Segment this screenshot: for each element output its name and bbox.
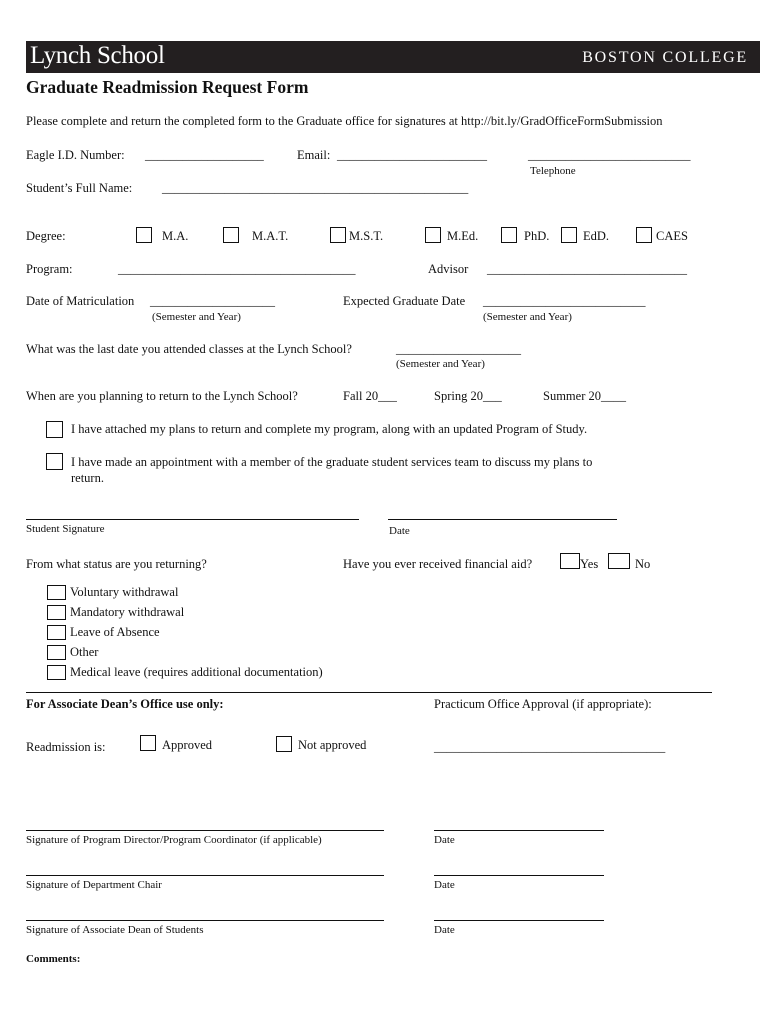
financial-aid-question: Have you ever received financial aid?: [343, 557, 533, 571]
telephone-field[interactable]: __________________________: [528, 148, 691, 162]
email-label: Email:: [297, 148, 331, 162]
financial-aid-no-label: No: [635, 557, 651, 571]
status-other-label: Other: [70, 645, 99, 659]
status-voluntary-label: Voluntary withdrawal: [70, 585, 179, 599]
approved-checkbox[interactable]: [140, 735, 156, 751]
last-attended-field[interactable]: ____________________: [396, 342, 521, 356]
program-director-date-label: Date: [434, 834, 455, 846]
degree-phd-checkbox[interactable]: [501, 227, 517, 243]
student-date-label: Date: [389, 525, 410, 537]
comments-label: Comments:: [26, 953, 81, 965]
status-leave-checkbox[interactable]: [47, 625, 66, 640]
status-question: From what status are you returning?: [26, 557, 207, 571]
status-medical-checkbox[interactable]: [47, 665, 66, 680]
full-name-field[interactable]: _________________________________________________: [162, 181, 469, 195]
degree-caes-checkbox[interactable]: [636, 227, 652, 243]
department-chair-signature-line[interactable]: [26, 875, 384, 876]
practicum-heading: Practicum Office Approval (if appropriate):: [434, 697, 652, 711]
appointment-checkbox[interactable]: [46, 453, 63, 470]
matriculation-field[interactable]: ____________________: [150, 294, 275, 308]
status-mandatory-label: Mandatory withdrawal: [70, 605, 185, 619]
return-question: When are you planning to return to the Lynch School?: [26, 389, 298, 403]
not-approved-label: Not approved: [298, 738, 367, 752]
degree-edd-label: EdD.: [583, 229, 610, 243]
telephone-label: Telephone: [530, 165, 576, 177]
readmission-label: Readmission is:: [26, 740, 106, 754]
approved-label: Approved: [162, 738, 212, 752]
degree-label: Degree:: [26, 229, 66, 243]
department-chair-signature-label: Signature of Department Chair: [26, 879, 162, 891]
eagle-id-label: Eagle I.D. Number:: [26, 148, 125, 162]
program-director-signature-line[interactable]: [26, 830, 384, 831]
return-spring-field[interactable]: Spring 20___: [434, 389, 502, 403]
not-approved-checkbox[interactable]: [276, 736, 292, 752]
student-date-line[interactable]: [388, 519, 617, 520]
full-name-label: Student’s Full Name:: [26, 181, 133, 195]
degree-ma-checkbox[interactable]: [136, 227, 152, 243]
degree-edd-checkbox[interactable]: [561, 227, 577, 243]
expected-grad-label: Expected Graduate Date: [343, 294, 466, 308]
expected-grad-hint: (Semester and Year): [483, 311, 572, 323]
form-title: Graduate Readmission Request Form: [26, 77, 309, 97]
degree-caes-label: CAES: [656, 229, 688, 243]
advisor-label: Advisor: [428, 262, 469, 276]
degree-ma-label: M.A.: [162, 229, 189, 243]
associate-dean-signature-line[interactable]: [26, 920, 384, 921]
last-attended-label: What was the last date you attended classes at the Lynch School?: [26, 342, 352, 356]
advisor-field[interactable]: ________________________________: [487, 262, 687, 276]
financial-aid-no-checkbox[interactable]: [608, 553, 630, 569]
appointment-label-2: return.: [71, 471, 104, 485]
associate-dean-signature-label: Signature of Associate Dean of Students: [26, 924, 204, 936]
student-signature-line[interactable]: [26, 519, 359, 520]
degree-mst-label: M.S.T.: [349, 229, 384, 243]
department-chair-date-label: Date: [434, 879, 455, 891]
return-summer-field[interactable]: Summer 20____: [543, 389, 626, 403]
matriculation-hint: (Semester and Year): [152, 311, 241, 323]
financial-aid-yes-label: Yes: [580, 557, 599, 571]
associate-dean-date-line[interactable]: [434, 920, 604, 921]
degree-mst-checkbox[interactable]: [330, 227, 346, 243]
practicum-approval-field[interactable]: _____________________________________: [434, 740, 666, 754]
plans-attached-checkbox[interactable]: [46, 421, 63, 438]
associate-dean-date-label: Date: [434, 924, 455, 936]
return-fall-field[interactable]: Fall 20___: [343, 389, 397, 403]
program-director-date-line[interactable]: [434, 830, 604, 831]
program-label: Program:: [26, 262, 73, 276]
plans-attached-label: I have attached my plans to return and complete my program, along with an updated Program of Study.: [71, 422, 588, 436]
matriculation-label: Date of Matriculation: [26, 294, 135, 308]
degree-med-checkbox[interactable]: [425, 227, 441, 243]
financial-aid-yes-checkbox[interactable]: [560, 553, 580, 569]
appointment-label-1: I have made an appointment with a member of the graduate student services team to discuss my plans to: [71, 455, 593, 469]
degree-mat-label: M.A.T.: [252, 229, 289, 243]
school-name: Lynch School: [30, 42, 165, 69]
program-director-signature-label: Signature of Program Director/Program Coordinator (if applicable): [26, 834, 322, 846]
status-mandatory-checkbox[interactable]: [47, 605, 66, 620]
college-name: BOSTON COLLEGE: [582, 49, 748, 66]
degree-mat-checkbox[interactable]: [223, 227, 239, 243]
status-medical-label: Medical leave (requires additional documentation): [70, 665, 323, 679]
instructions: Please complete and return the completed form to the Graduate office for signatures at http://bit.ly/GradOfficeFormSubmission: [26, 114, 663, 128]
student-signature-label: Student Signature: [26, 523, 105, 535]
email-field[interactable]: ________________________: [337, 148, 487, 162]
section-divider: [26, 692, 712, 693]
expected-grad-field[interactable]: __________________________: [483, 294, 646, 308]
department-chair-date-line[interactable]: [434, 875, 604, 876]
last-attended-hint: (Semester and Year): [396, 358, 485, 370]
degree-med-label: M.Ed.: [447, 229, 479, 243]
program-field[interactable]: ______________________________________: [118, 262, 356, 276]
header-banner: [26, 41, 760, 73]
status-voluntary-checkbox[interactable]: [47, 585, 66, 600]
dean-office-heading: For Associate Dean’s Office use only:: [26, 697, 224, 711]
status-leave-label: Leave of Absence: [70, 625, 160, 639]
status-other-checkbox[interactable]: [47, 645, 66, 660]
eagle-id-field[interactable]: ___________________: [145, 148, 264, 162]
degree-phd-label: PhD.: [524, 229, 550, 243]
